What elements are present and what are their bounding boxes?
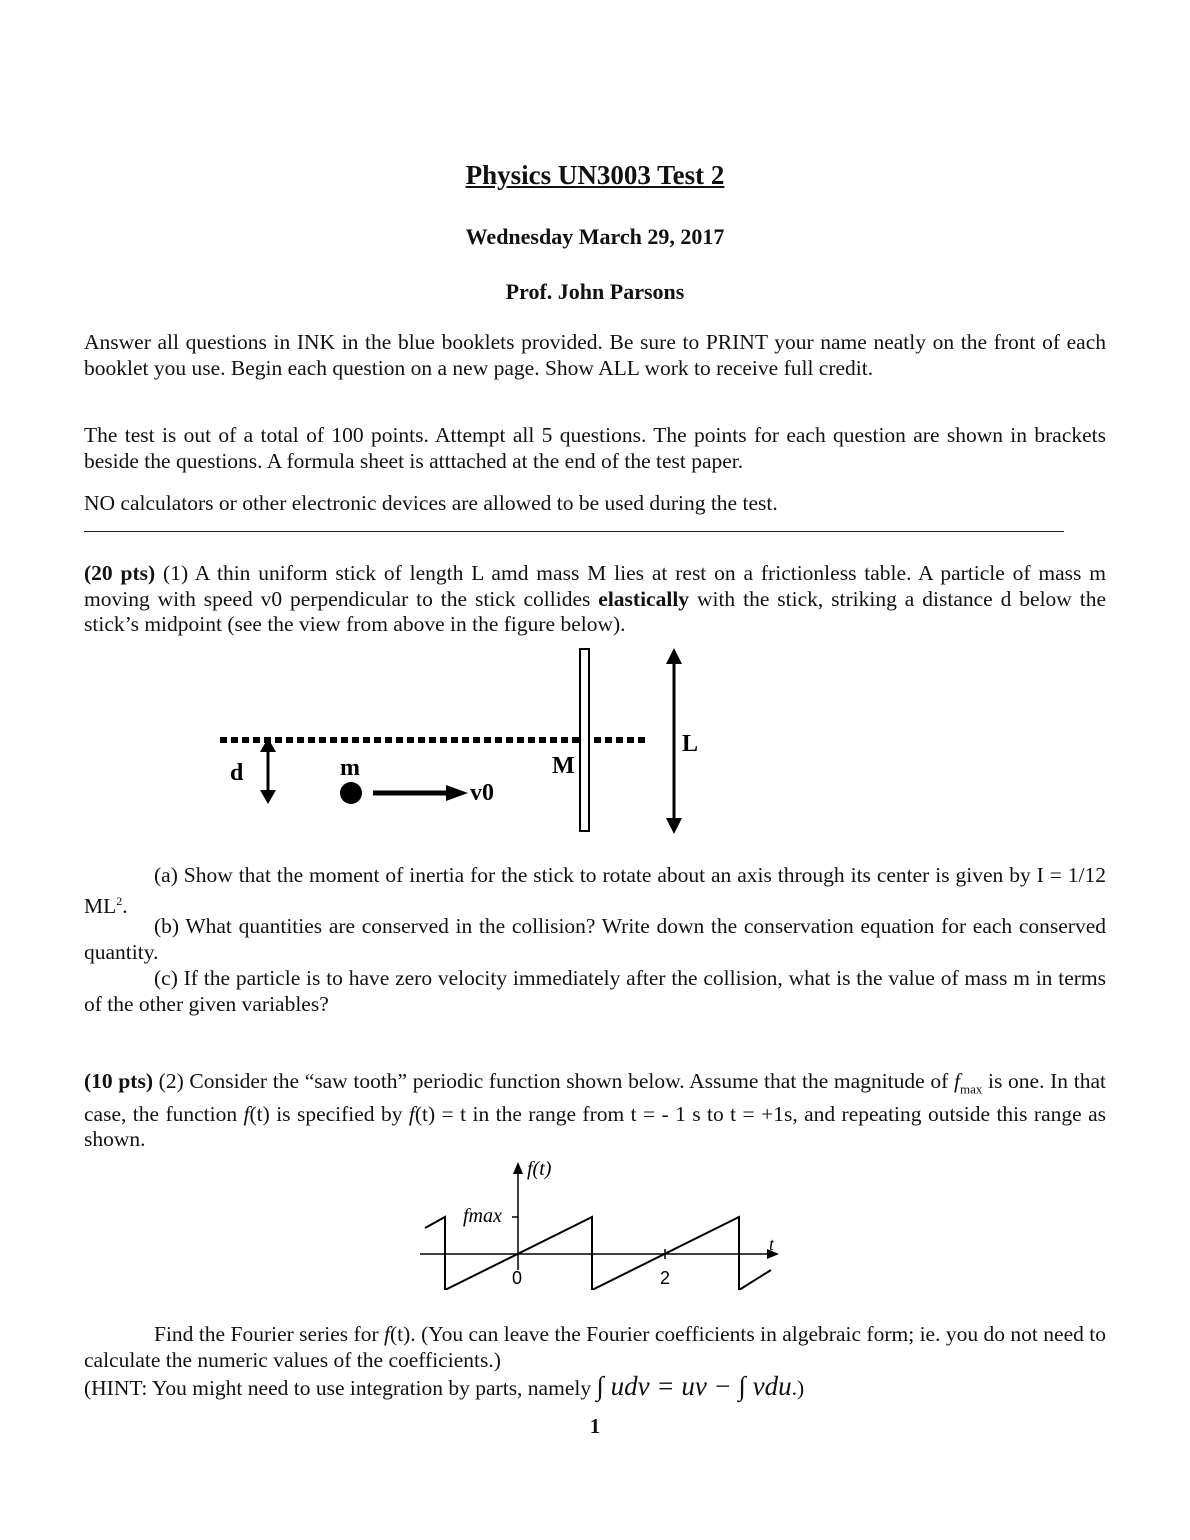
particle-m <box>340 782 362 804</box>
question-1-part-c: (c) If the particle is to have zero velocity immediately after the collision, what is the value of mass m in terms of the other given variables? <box>84 966 1106 1016</box>
exam-date: Wednesday March 29, 2017 <box>465 224 725 249</box>
question-1-part-b: (b) What quantities are conserved in the collision? Write down the conservation equation for each conserved quantity. <box>84 914 1106 964</box>
question-2-find: Find the Fourier series for f(t). (You can leave the Fourier coefficients in algebraic form; ie. you do not need to calculate the numeric values of the coefficients.) <box>84 1322 1107 1372</box>
question-1-part-a: (a) Show that the moment of inertia for the stick to rotate about an axis through its center is given by I = 1/12 $ML^2$. <box>84 863 1106 918</box>
question-2-text: (10 pts) (2) Consider the “saw tooth” periodic function shown below. Assume that the magnitude of $f_{max}$ is one. In that case, the function f(t) is specified by f(t) = t in the range from t = - 1 s to t = +1s, and repeating outside this range as shown. <box>84 1069 1106 1152</box>
label-L: L <box>682 731 699 757</box>
question-1-text: (20 pts) (1) A thin uniform stick of length L amd mass M lies at rest on a frictionless table. A particle of mass m moving with speed v0 perpendicular to the stick collides elastically with the stick, striking a distance d below the stick’s midpoint (see the view from above in the figure below). <box>84 561 1107 636</box>
f-axis-arrowhead <box>513 1162 523 1174</box>
exam-title: Physics UN3003 Test 2 <box>465 160 725 190</box>
professor-name: Prof. John Parsons <box>505 279 685 304</box>
label-M: M <box>552 753 575 779</box>
integration-by-parts-formula: ∫ udv = uv − ∫ vdu <box>596 1371 792 1401</box>
label-d: d <box>230 760 244 786</box>
fmax-label: fmax <box>463 1205 502 1227</box>
question-2-hint: (HINT: You might need to use integration by parts, namely ∫ udv = uv − ∫ vdu.) <box>84 1371 805 1401</box>
label-m: m <box>340 755 360 781</box>
instructions-paragraph-1: Answer all questions in INK in the blue booklets provided. Be sure to PRINT your name neatly on the front of each booklet you use. Begin each question on a new page. Show ALL work to receive full credit. <box>84 330 1106 380</box>
t-axis-label: t <box>769 1234 775 1254</box>
stick-M <box>580 649 589 831</box>
divider-line <box>84 531 1064 532</box>
page-number: 1 <box>589 1414 601 1438</box>
collision-figure <box>200 640 720 850</box>
instructions-paragraph-2: The test is out of a total of 100 points. Attempt all 5 questions. The points for each question are shown in brackets beside the questions. A formula sheet is atttached at the end of the test paper. <box>84 423 1106 473</box>
y-axis-label: f(t) <box>527 1158 552 1180</box>
instructions-paragraph-3: NO calculators or other electronic devices are allowed to be used during the test. <box>84 491 778 515</box>
tick-label-0: 0 <box>512 1268 523 1288</box>
tick-label-2: 2 <box>660 1268 671 1288</box>
sawtooth-graph <box>415 1150 795 1290</box>
label-v0: v0 <box>470 780 494 806</box>
velocity-arrowhead <box>446 785 468 801</box>
